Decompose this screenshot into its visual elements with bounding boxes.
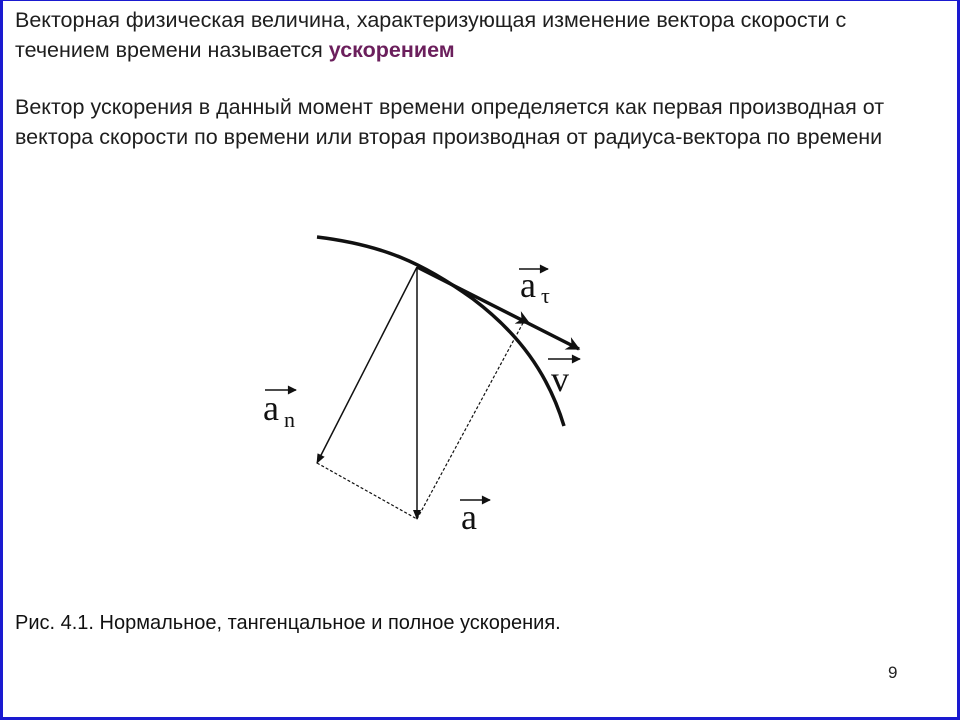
label-v <box>548 359 580 399</box>
a-n-subscript: n <box>284 407 295 432</box>
page-number: 9 <box>888 663 898 682</box>
parallelogram-side-bottom <box>317 463 417 519</box>
label-a-tau <box>519 265 550 308</box>
a-tau-subscript: τ <box>541 283 550 308</box>
parallelogram-side-right <box>417 323 523 519</box>
a-letter: a <box>461 497 477 537</box>
label-a-n <box>263 388 296 432</box>
label-a <box>460 497 490 537</box>
a-tau-letter: a <box>520 265 536 305</box>
tangential-acceleration-vector <box>417 267 529 323</box>
definition-text: Векторная физическая величина, характеризующая изменение вектора скорости с течением времени называется <box>15 8 847 62</box>
v-letter: v <box>551 359 569 399</box>
highlight-term: ускорением <box>328 38 455 62</box>
derivative-paragraph: Вектор ускорения в данный момент времени определяется как первая производная от вектора скорости по времени или вторая производная от радиуса-вектора по времени <box>15 95 885 149</box>
a-n-letter: a <box>263 388 279 428</box>
figure-caption: Рис. 4.1. Нормальное, тангенцальное и полное ускорения. <box>15 612 561 634</box>
normal-acceleration-vector <box>317 267 417 463</box>
